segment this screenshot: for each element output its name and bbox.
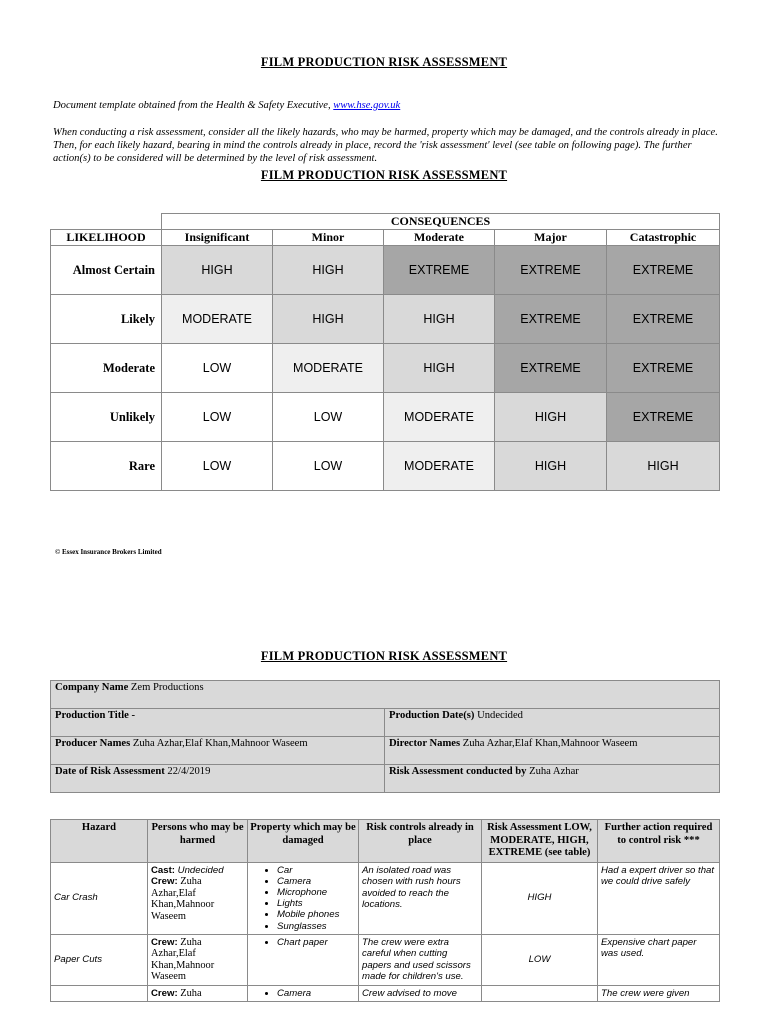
persons-cell <box>148 985 248 1002</box>
company-name-cell <box>51 681 720 709</box>
production-dates-value: Undecided <box>474 710 523 721</box>
property-item: • Car <box>277 865 355 876</box>
risk-level-cell: LOW <box>273 442 384 491</box>
controls-cell: An isolated road was chosen with rush hours avoided to reach the locations. <box>359 862 482 934</box>
hazard-cell <box>51 985 148 1002</box>
matrix-row <box>51 246 720 295</box>
risk-level-cell: EXTREME <box>607 246 720 295</box>
crew-value: Zuha Azhar,Elaf Khan,Mahnoor Waseem <box>151 876 215 922</box>
risk-level-cell: HIGH <box>162 246 273 295</box>
producer-names-value: Zuha Azhar,Elaf Khan,Mahnoor Waseem <box>130 738 308 749</box>
hazard-table <box>50 819 720 1002</box>
risk-level-cell: LOW <box>162 442 273 491</box>
property-item: • Mobile phones <box>277 909 355 920</box>
production-dates-label: Production Date(s) <box>389 710 475 721</box>
crew-label: Crew: <box>151 876 178 887</box>
risk-matrix-table <box>50 213 720 491</box>
hazard-cell: Paper Cuts <box>51 934 148 985</box>
hazard-row <box>51 862 720 934</box>
matrix-row <box>51 295 720 344</box>
likelihood-label: Almost Certain <box>51 246 162 295</box>
consequences-header: CONSEQUENCES <box>162 214 720 230</box>
risk-level-cell: MODERATE <box>162 295 273 344</box>
col-header-insignificant: Insignificant <box>162 230 273 246</box>
likelihood-label: Unlikely <box>51 393 162 442</box>
further-action-header: Further action required to control risk *** <box>598 820 720 863</box>
copyright-notice: © Essex Insurance Brokers Limited <box>55 548 162 556</box>
conducted-by-value: Zuha Azhar <box>526 766 579 777</box>
assessment-date-cell <box>51 765 385 793</box>
further-action-cell: Had a expert driver so that we could drive safely <box>598 862 720 934</box>
production-title-label: Production Title - <box>55 710 136 721</box>
property-item: • Microphone <box>277 887 355 898</box>
risk-level-cell: EXTREME <box>495 246 607 295</box>
instructions-paragraph: When conducting a risk assessment, consider all the likely hazards, who may be harmed, property which may be damaged, and the controls already in place. Then, for each likely hazard, bearing in mind the controls already in place, record the 'risk assessment' level (see table on following page). The further action(s) to be considered will be determined by the level of risk assessment. <box>53 127 718 165</box>
assessment-title: FILM PRODUCTION RISK ASSESSMENT <box>260 649 508 663</box>
director-names-value: Zuha Azhar,Elaf Khan,Mahnoor Waseem <box>460 738 638 749</box>
risk-level-cell: MODERATE <box>384 393 495 442</box>
production-dates-cell <box>385 709 720 737</box>
risk-level-cell: EXTREME <box>607 344 720 393</box>
risk-level-cell: HIGH <box>384 295 495 344</box>
assessment-date-value: 22/4/2019 <box>164 766 211 777</box>
risk-level-cell: MODERATE <box>273 344 384 393</box>
hazard-header: Hazard <box>51 820 148 863</box>
assessment-header: Risk Assessment LOW, MODERATE, HIGH, EXTREME (see table) <box>482 820 598 863</box>
producer-names-label: Producer Names <box>55 738 131 749</box>
document-title: FILM PRODUCTION RISK ASSESSMENT <box>260 55 508 69</box>
risk-level-cell: HIGH <box>495 442 607 491</box>
crew-value: Zuha <box>177 987 202 999</box>
property-cell <box>248 862 359 934</box>
matrix-row <box>51 393 720 442</box>
risk-level-cell: HIGH <box>607 442 720 491</box>
company-name-label: Company Name <box>55 682 129 693</box>
risk-level-cell: MODERATE <box>384 442 495 491</box>
cast-value: Undecided <box>175 864 224 876</box>
director-names-label: Director Names <box>389 738 461 749</box>
production-title-cell <box>51 709 385 737</box>
risk-level-cell: HIGH <box>384 344 495 393</box>
hazard-row <box>51 934 720 985</box>
persons-header: Persons who may be harmed <box>148 820 248 863</box>
matrix-row <box>51 344 720 393</box>
likelihood-label: Moderate <box>51 344 162 393</box>
controls-cell: Crew advised to move <box>359 985 482 1002</box>
hazard-cell: Car Crash <box>51 862 148 934</box>
col-header-major: Major <box>495 230 607 246</box>
persons-cell <box>148 934 248 985</box>
property-item: • Sunglasses <box>277 921 355 932</box>
property-item: • Camera <box>277 876 355 887</box>
conducted-by-cell <box>385 765 720 793</box>
risk-level-cell: LOW <box>162 344 273 393</box>
risk-level-cell: HIGH <box>495 393 607 442</box>
col-header-moderate: Moderate <box>384 230 495 246</box>
risk-level-cell: EXTREME <box>384 246 495 295</box>
assessment-cell <box>482 985 598 1002</box>
crew-value: Zuha Azhar,Elaf Khan,Mahnoor Waseem <box>151 936 215 983</box>
likelihood-label: Rare <box>51 442 162 491</box>
risk-level-cell: EXTREME <box>607 295 720 344</box>
col-header-catastrophic: Catastrophic <box>607 230 720 246</box>
risk-level-cell: LOW <box>273 393 384 442</box>
production-info-table <box>50 680 720 793</box>
crew-label: Crew: <box>151 987 178 999</box>
property-cell <box>248 985 359 1002</box>
conducted-by-label: Risk Assessment conducted by <box>389 766 527 777</box>
likelihood-label: Likely <box>51 295 162 344</box>
matrix-corner <box>51 214 162 230</box>
risk-level-cell: HIGH <box>273 295 384 344</box>
producer-names-cell <box>51 737 385 765</box>
controls-header: Risk controls already in place <box>359 820 482 863</box>
assessment-cell: LOW <box>482 934 598 985</box>
assessment-date-label: Date of Risk Assessment <box>55 766 165 777</box>
risk-level-cell: HIGH <box>273 246 384 295</box>
risk-level-cell: EXTREME <box>607 393 720 442</box>
hse-link[interactable]: www.hse.gov.uk <box>333 100 401 111</box>
property-header: Property which may be damaged <box>248 820 359 863</box>
risk-level-cell: EXTREME <box>495 295 607 344</box>
director-names-cell <box>385 737 720 765</box>
cast-label: Cast: <box>151 864 175 876</box>
further-action-cell: Expensive chart paper was used. <box>598 934 720 985</box>
hazard-row <box>51 985 720 1002</box>
property-item: • Lights <box>277 898 355 909</box>
matrix-title: FILM PRODUCTION RISK ASSESSMENT <box>260 168 508 182</box>
likelihood-header: LIKELIHOOD <box>51 230 162 246</box>
persons-cell <box>148 862 248 934</box>
template-source-text: Document template obtained from the Health & Safety Executive, <box>53 100 334 111</box>
matrix-row <box>51 442 720 491</box>
company-name-value: Zem Productions <box>128 682 204 693</box>
property-item: • Camera <box>277 988 355 999</box>
property-item: • Chart paper <box>277 937 355 948</box>
risk-level-cell: LOW <box>162 393 273 442</box>
col-header-minor: Minor <box>273 230 384 246</box>
crew-label: Crew: <box>151 936 178 948</box>
assessment-cell: HIGH <box>482 862 598 934</box>
controls-cell: The crew were extra careful when cutting papers and used scissors made for children's use. <box>359 934 482 985</box>
property-cell <box>248 934 359 985</box>
risk-level-cell: EXTREME <box>495 344 607 393</box>
template-source-note <box>53 99 718 112</box>
further-action-cell: The crew were given <box>598 985 720 1002</box>
